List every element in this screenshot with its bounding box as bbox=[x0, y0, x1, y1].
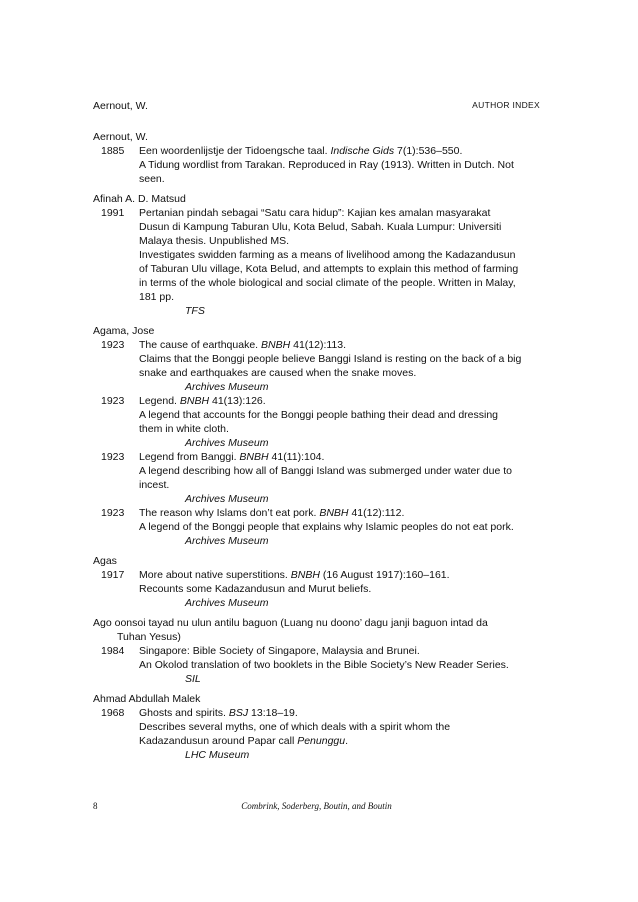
author-name: Ago oonsoi tayad nu ulun antilu baguon (Luang nu doono’ dagu janji baguon intad da bbox=[93, 617, 488, 629]
description-line: 181 pp. bbox=[139, 291, 175, 303]
header-section: AUTHOR INDEX bbox=[472, 100, 540, 110]
citation-detail: 41(13):126. bbox=[209, 395, 266, 407]
bib-entry bbox=[93, 192, 548, 318]
holding-location: Archives Museum bbox=[185, 381, 269, 393]
bib-entry bbox=[93, 616, 548, 686]
bib-entry bbox=[93, 324, 548, 548]
citation-detail: 41(12):113. bbox=[290, 339, 347, 351]
bib-item bbox=[93, 394, 548, 450]
citation-detail: 13:18–19. bbox=[248, 707, 298, 719]
author-name: Ahmad Abdullah Malek bbox=[93, 693, 201, 705]
author-name: Aernout, W. bbox=[93, 131, 148, 143]
holding-location: Archives Museum bbox=[185, 493, 269, 505]
desc-text: Kadazandusun around Papar call bbox=[139, 735, 298, 747]
description-line bbox=[93, 734, 548, 748]
journal-name: Indische Gids bbox=[330, 145, 395, 157]
bib-item bbox=[93, 144, 548, 186]
description-line: seen. bbox=[139, 173, 165, 185]
bib-entry bbox=[93, 130, 548, 186]
footer-credit: Combrink, Soderberg, Boutin, and Boutin bbox=[241, 801, 392, 811]
description-line: A legend that accounts for the Bonggi people bathing their dead and dressing bbox=[139, 409, 499, 421]
journal-name: BSJ bbox=[228, 707, 249, 719]
holding-location: Archives Museum bbox=[185, 535, 269, 547]
pub-year: 1923 bbox=[101, 395, 125, 407]
pub-year: 1923 bbox=[101, 507, 125, 519]
description-line: An Okolod translation of two booklets in the Bible Society’s New Reader Series. bbox=[139, 659, 509, 671]
pub-title bbox=[93, 706, 548, 720]
title-text: Legend from Banggi. bbox=[139, 451, 240, 463]
title-text: Singapore: Bible Society of Singapore, Malaysia and Brunei. bbox=[139, 645, 420, 657]
bib-item bbox=[93, 706, 548, 762]
citation-detail: 7(1):536–550. bbox=[394, 145, 463, 157]
title-text: More about native superstitions. bbox=[139, 569, 291, 581]
description-line: Recounts some Kadazandusun and Murut beliefs. bbox=[139, 583, 372, 595]
title-text: The reason why Islams don’t eat pork. bbox=[139, 507, 320, 519]
pub-year: 1984 bbox=[101, 645, 125, 657]
pub-title-cont: Malaya thesis. Unpublished MS. bbox=[139, 235, 289, 247]
citation-detail: (16 August 1917):160–161. bbox=[319, 569, 450, 581]
author-name: Agama, Jose bbox=[93, 325, 155, 337]
journal-name: BNBH bbox=[179, 395, 210, 407]
desc-italic: Penunggu bbox=[297, 735, 346, 747]
pub-title bbox=[93, 450, 548, 464]
holding-location: Archives Museum bbox=[185, 597, 269, 609]
description-line: in terms of the whole biological and social climate of the people. Written in Malay, bbox=[139, 277, 516, 289]
description-line: Investigates swidden farming as a means of livelihood among the Kadazandusun bbox=[139, 249, 516, 261]
pub-year: 1917 bbox=[101, 569, 125, 581]
description-line: Describes several myths, one of which deals with a spirit whom the bbox=[139, 721, 451, 733]
pub-title bbox=[93, 506, 548, 520]
description-line: A legend of the Bonggi people that explains why Islamic peoples do not eat pork. bbox=[139, 521, 514, 533]
description-line: of Taburan Ulu village, Kota Belud, and attempts to explain this method of farming bbox=[139, 263, 519, 275]
bib-entry bbox=[93, 692, 548, 762]
citation-detail: 41(11):104. bbox=[268, 451, 325, 463]
description-line: Claims that the Bonggi people believe Banggi Island is resting on the back of a big bbox=[139, 353, 522, 365]
holding-location: TFS bbox=[185, 305, 205, 317]
description-line: A legend describing how all of Banggi Island was submerged under water due to bbox=[139, 465, 512, 477]
title-text: Een woordenlijstje der Tidoengsche taal. bbox=[139, 145, 331, 157]
bib-entry bbox=[93, 554, 548, 610]
pub-title bbox=[93, 644, 548, 658]
journal-name: BNBH bbox=[261, 339, 291, 351]
author-name-cont: Tuhan Yesus) bbox=[117, 631, 181, 643]
description-line: A Tidung wordlist from Tarakan. Reproduced in Ray (1913). Written in Dutch. Not bbox=[139, 159, 514, 171]
desc-text: . bbox=[345, 735, 349, 747]
holding-location: SIL bbox=[185, 673, 201, 685]
pub-year: 1991 bbox=[101, 207, 125, 219]
holding-location: LHC Museum bbox=[185, 749, 250, 761]
pub-year: 1923 bbox=[101, 451, 125, 463]
pub-title bbox=[93, 568, 548, 582]
author-name: Agas bbox=[93, 555, 117, 567]
journal-name: BNBH bbox=[319, 507, 349, 519]
bib-item bbox=[93, 338, 548, 394]
title-text: The cause of earthquake. bbox=[139, 339, 261, 351]
pub-title bbox=[93, 144, 548, 158]
bib-item bbox=[93, 644, 548, 686]
page-number: 8 bbox=[93, 801, 98, 811]
pub-title-cont: Dusun di Kampung Taburan Ulu, Kota Belud, Sabah. Kuala Lumpur: Universiti bbox=[139, 221, 502, 233]
pub-title bbox=[93, 394, 548, 408]
pub-year: 1885 bbox=[101, 145, 125, 157]
bibliography-list bbox=[93, 130, 548, 768]
bib-item bbox=[93, 568, 548, 610]
pub-title bbox=[93, 338, 548, 352]
bib-item bbox=[93, 450, 548, 506]
description-line: them in white cloth. bbox=[139, 423, 229, 435]
bib-item bbox=[93, 206, 548, 318]
description-line: snake and earthquakes are caused when the snake moves. bbox=[139, 367, 417, 379]
title-text: Ghosts and spirits. bbox=[139, 707, 229, 719]
journal-name: BNBH bbox=[239, 451, 269, 463]
title-text: Pertanian pindah sebagai “Satu cara hidup”: Kajian kes amalan masyarakat bbox=[139, 207, 491, 219]
holding-location: Archives Museum bbox=[185, 437, 269, 449]
header-author: Aernout, W. bbox=[93, 100, 148, 112]
bib-item bbox=[93, 506, 548, 548]
description-line: incest. bbox=[139, 479, 170, 491]
pub-year: 1923 bbox=[101, 339, 125, 351]
pub-title bbox=[93, 206, 548, 220]
journal-name: BNBH bbox=[290, 569, 320, 581]
citation-detail: 41(12):112. bbox=[348, 507, 405, 519]
title-text: Legend. bbox=[139, 395, 180, 407]
author-name: Afinah A. D. Matsud bbox=[93, 193, 186, 205]
pub-year: 1968 bbox=[101, 707, 125, 719]
